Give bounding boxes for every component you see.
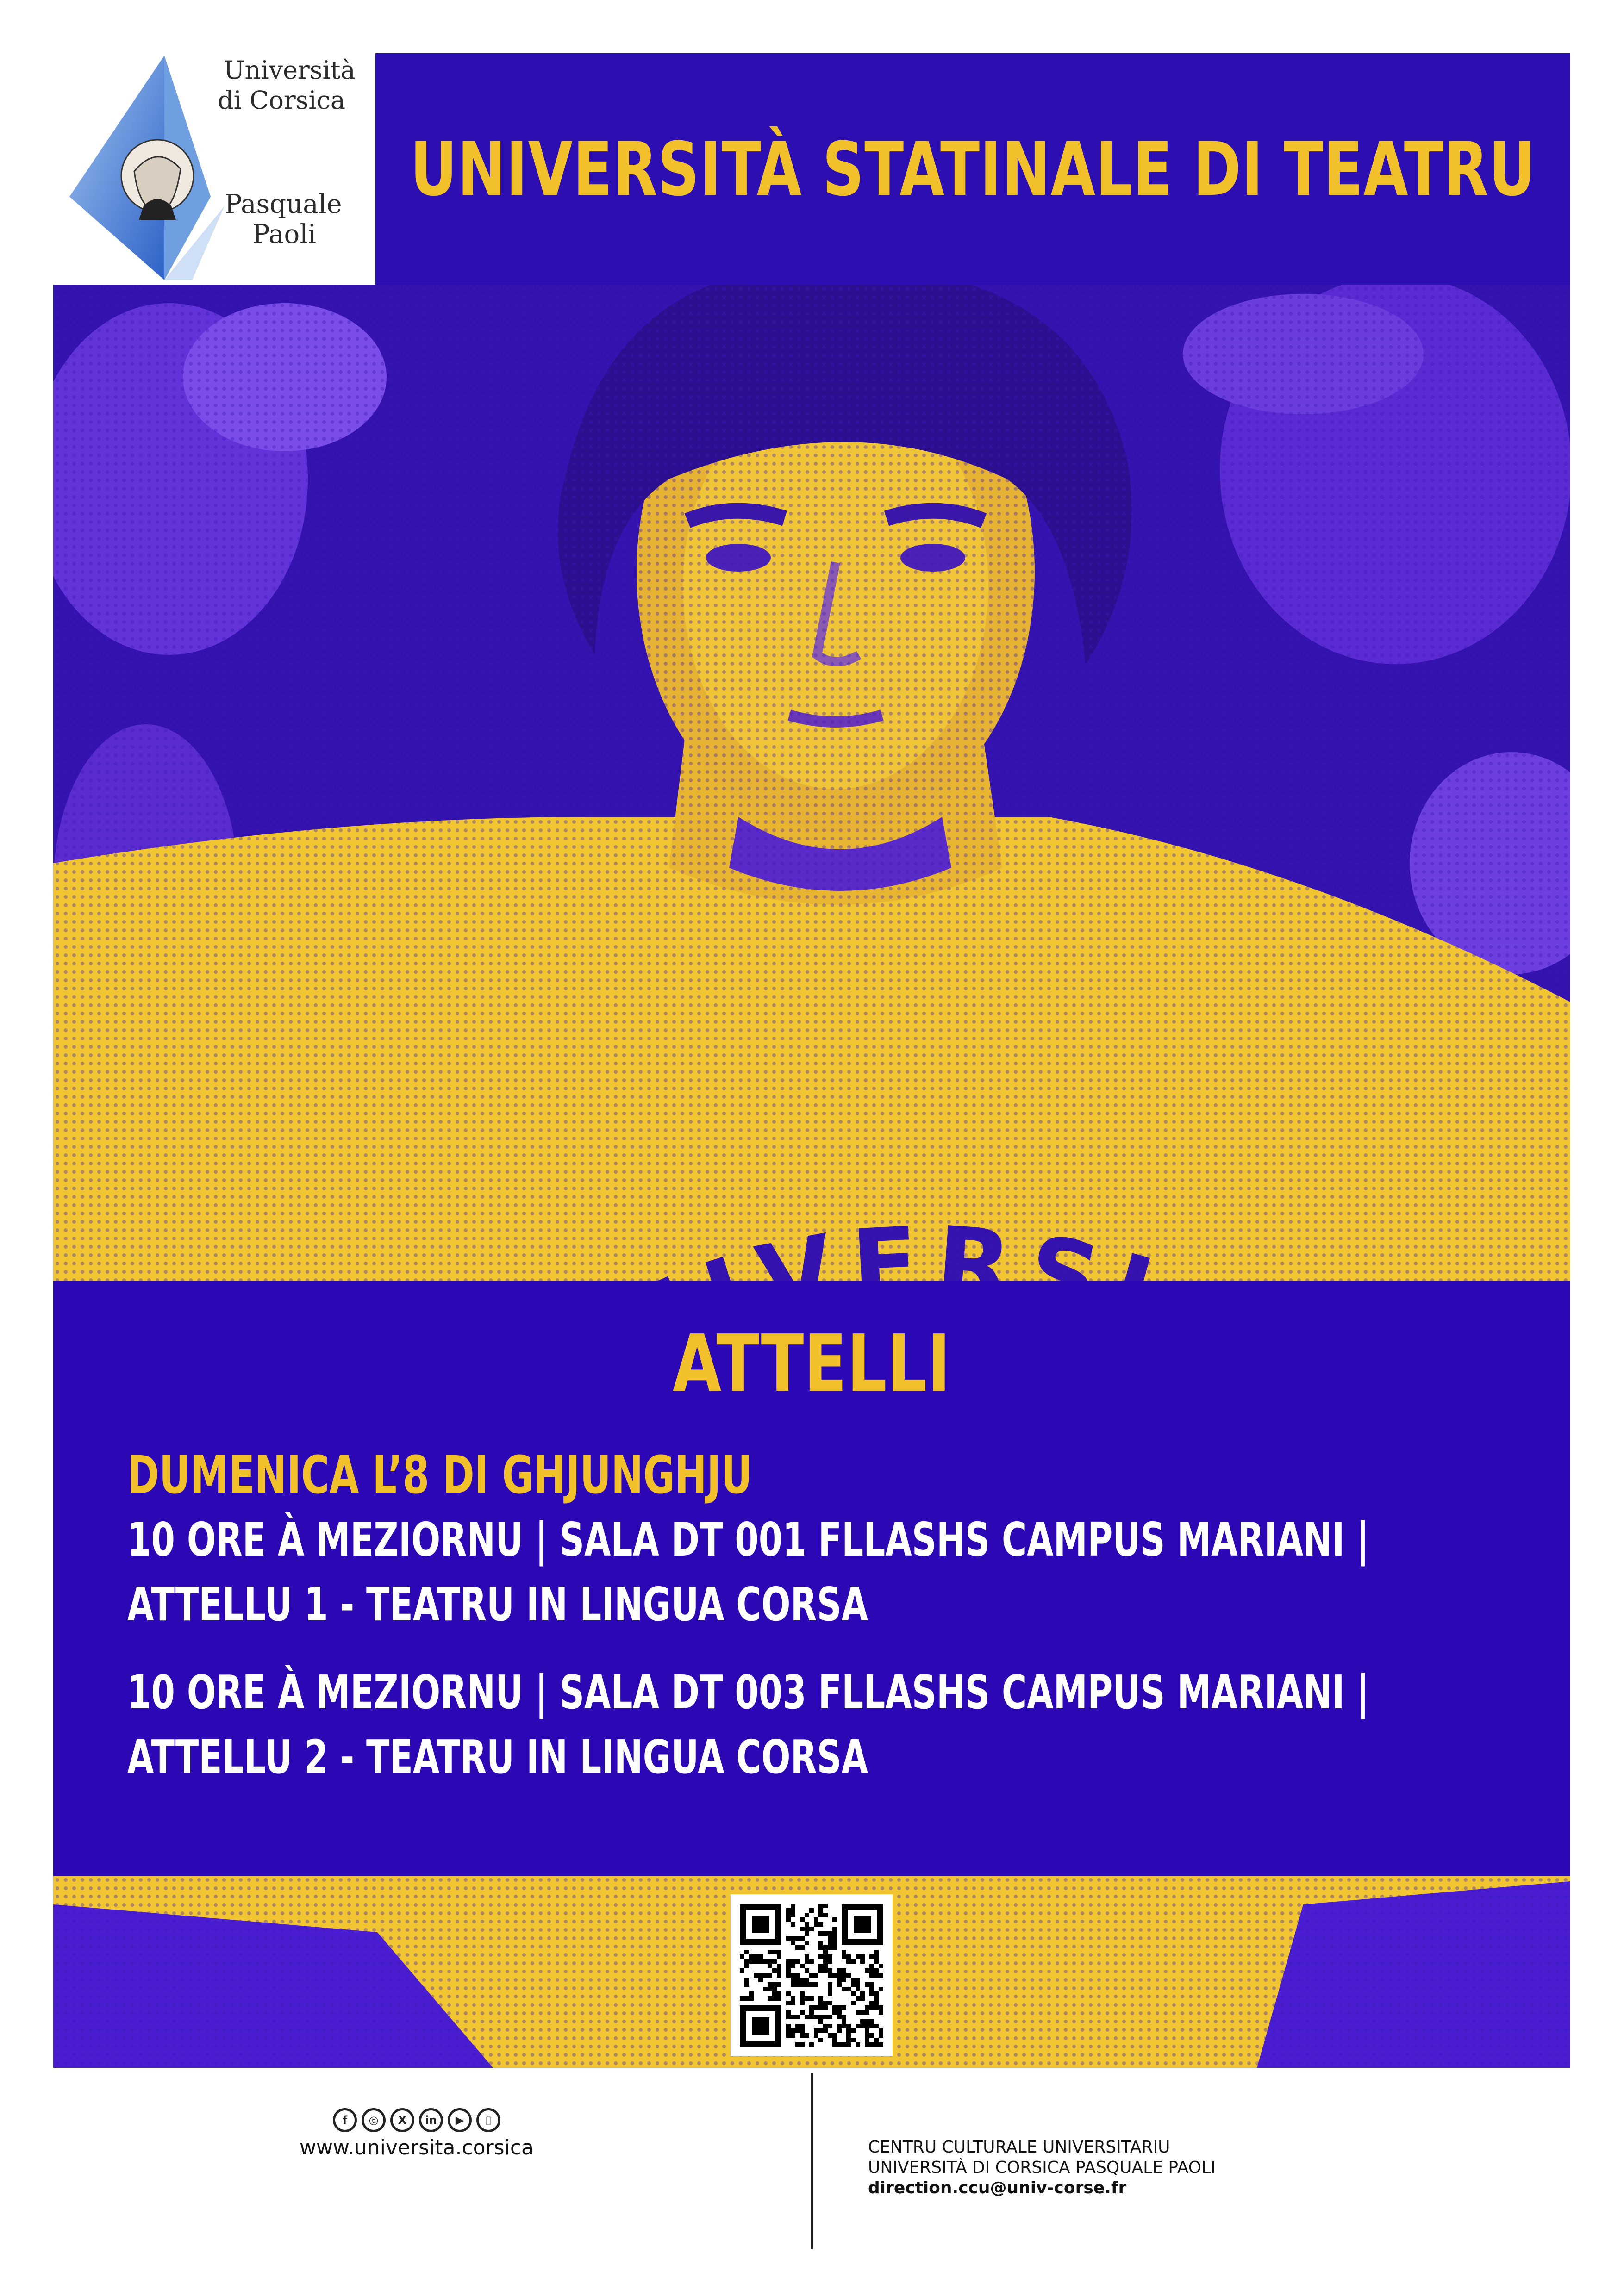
page-title: UNIVERSITÀ STATINALE DI TEATRU — [410, 125, 1536, 212]
session-2-line-2: ATTELLU 2 - TEATRU IN LINGUA CORSA — [127, 1730, 868, 1784]
org-name: CENTRU CULTURALE UNIVERSITARIU — [868, 2138, 1170, 2157]
qr-code-graphic — [731, 1894, 893, 2056]
footer-divider — [811, 2073, 813, 2249]
event-info-band — [53, 1281, 1570, 1876]
instagram-icon[interactable]: ◎ — [362, 2108, 386, 2132]
session-2-line-1: 10 ORE À MEZIORNU | SALA DT 003 FLLASHS CAMPUS MARIANI | — [127, 1665, 1369, 1719]
x-icon[interactable]: X — [390, 2108, 414, 2132]
event-title — [53, 1318, 1570, 1410]
org-university: UNIVERSITÀ DI CORSICA PASQUALE PAOLI — [868, 2158, 1216, 2177]
footer-left — [278, 2108, 556, 2159]
mobile-icon[interactable]: ▯ — [476, 2108, 500, 2132]
logo-line-2: di Corsica — [218, 86, 346, 115]
linkedin-icon[interactable]: in — [419, 2108, 443, 2132]
footer-contact — [868, 2137, 1216, 2198]
university-logo — [53, 53, 375, 285]
session-1-line-1: 10 ORE À MEZIORNU | SALA DT 001 FLLASHS CAMPUS MARIANI | — [127, 1512, 1369, 1567]
event-date: DUMENICA L’8 DI GHJUNGHJU — [127, 1445, 752, 1506]
logo-line-1: Università — [224, 56, 356, 85]
youtube-icon[interactable]: ▶ — [448, 2108, 472, 2132]
social-links — [278, 2108, 556, 2132]
logo-line-3: Pasquale — [225, 189, 342, 219]
session-1-line-2: ATTELLU 1 - TEATRU IN LINGUA CORSA — [127, 1577, 868, 1631]
header-band — [375, 53, 1570, 285]
website-link[interactable]: www.universita.corsica — [300, 2136, 534, 2159]
event-title-text: ATTELLI — [673, 1318, 951, 1410]
logo-line-4: Paoli — [252, 219, 317, 249]
contact-email[interactable]: direction.ccu@univ-corse.fr — [868, 2178, 1127, 2197]
qr-code[interactable] — [731, 1894, 893, 2056]
facebook-icon[interactable]: f — [333, 2108, 357, 2132]
logo-emblem — [53, 53, 375, 285]
